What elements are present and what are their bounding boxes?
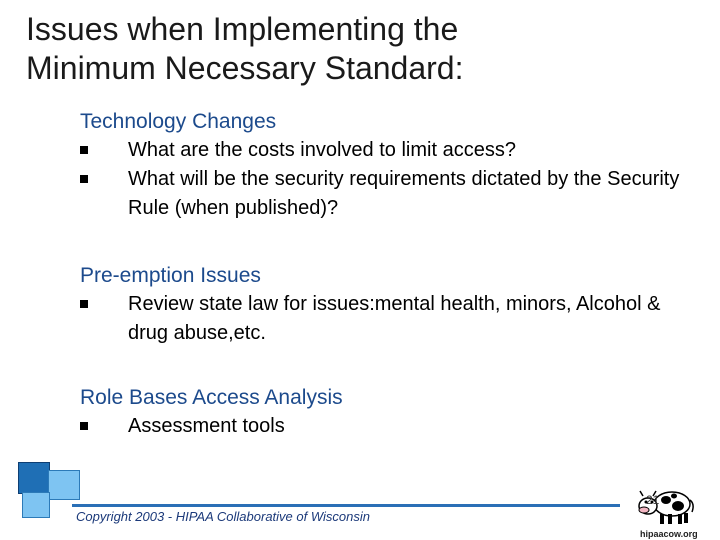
slide-title-line-2: Minimum Necessary Standard:	[26, 50, 464, 86]
section-heading: Role Bases Access Analysis	[80, 386, 343, 409]
footer-divider	[72, 504, 620, 507]
bullet-text: What will be the security requirements dictated by the Security Rule (when published)?	[128, 168, 680, 219]
bullet-text: What are the costs involved to limit access?	[128, 139, 516, 161]
bullet-text: Review state law for issues:mental health, minors, Alcohol & drug abuse,etc.	[128, 293, 661, 344]
cow-logo-icon	[634, 486, 696, 528]
bullet-item	[80, 165, 700, 223]
slide-title-line-1: Issues when Implementing the	[26, 11, 459, 47]
footer-copyright: Copyright 2003 - HIPAA Collaborative of Wisconsin	[76, 509, 370, 524]
section-role-bases-access	[80, 384, 700, 441]
bullet-square-icon	[80, 175, 88, 183]
decorative-square-light	[22, 492, 50, 518]
site-url: hipaacow.org	[640, 529, 698, 539]
decorative-square-dark	[18, 462, 50, 494]
bullet-square-icon	[80, 146, 88, 154]
bullet-square-icon	[80, 300, 88, 308]
section-preemption-issues	[80, 262, 700, 348]
bullet-item	[80, 136, 700, 165]
page-number: 21	[646, 493, 660, 507]
bullet-item	[80, 290, 700, 348]
slide-title	[26, 10, 686, 88]
section-heading: Pre-emption Issues	[80, 264, 261, 287]
section-heading: Technology Changes	[80, 110, 277, 133]
section-technology-changes	[80, 108, 700, 223]
bullet-text: Assessment tools	[128, 415, 285, 437]
bullet-square-icon	[80, 422, 88, 430]
bullet-item	[80, 412, 700, 441]
decorative-square-light	[48, 470, 80, 500]
